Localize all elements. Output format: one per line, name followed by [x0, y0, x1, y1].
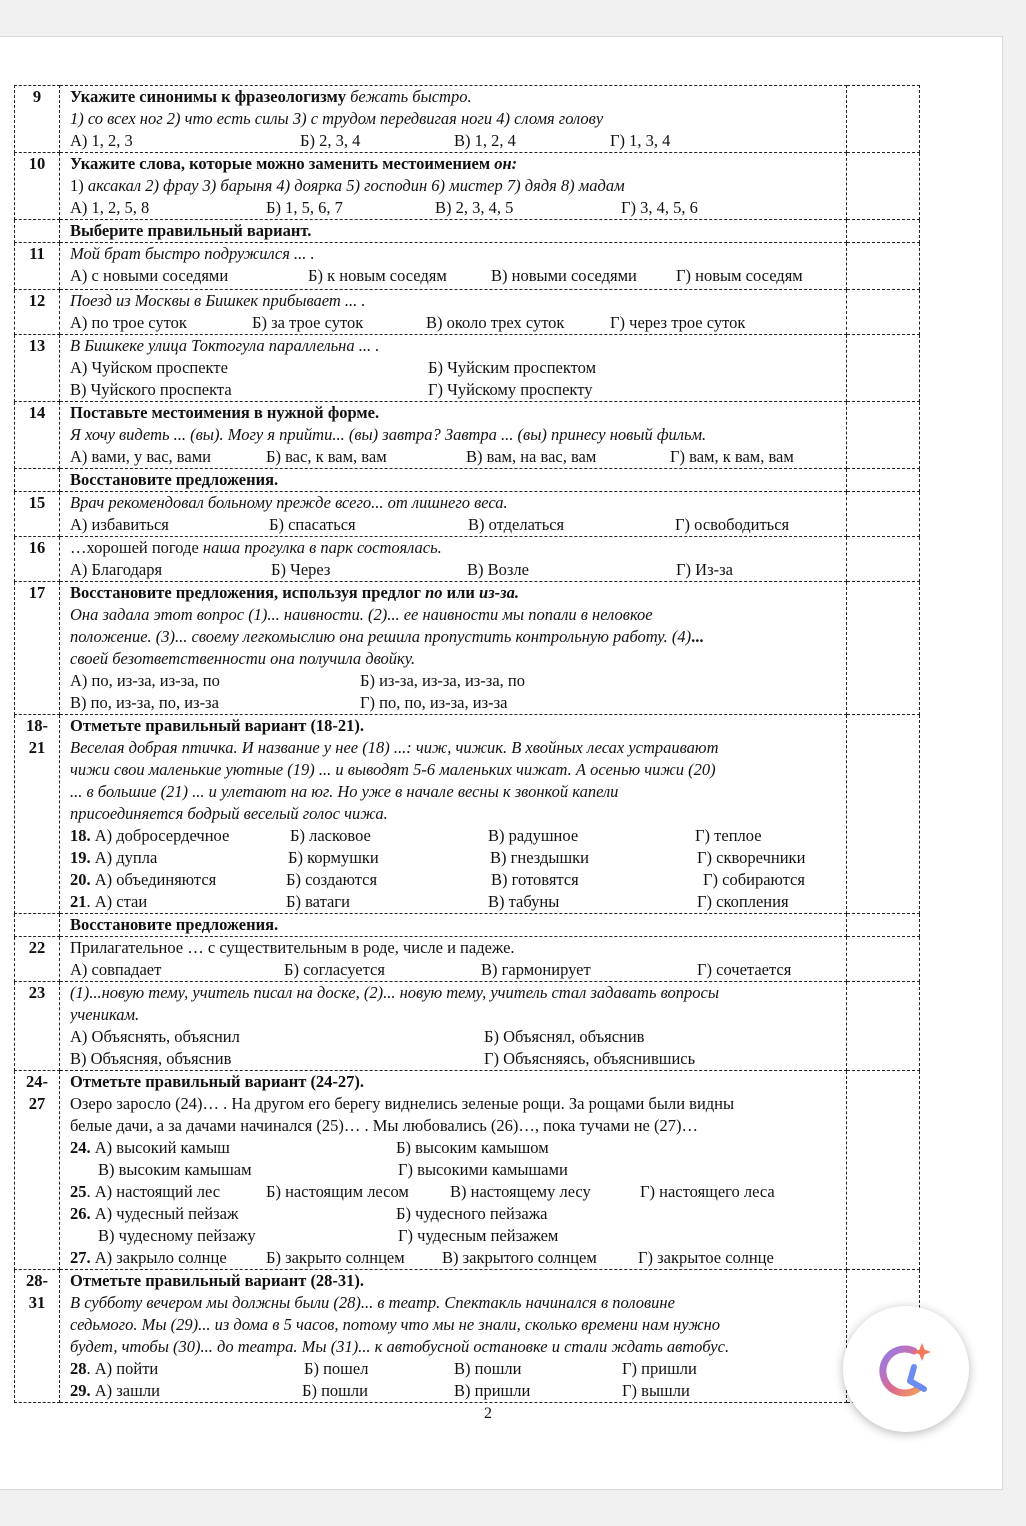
question-text: Веселая добрая птичка. И название у нее (18) ...: чиж, чижик. В хвойных лесах устраивают [70, 738, 719, 757]
question-content [60, 1071, 847, 1270]
question-row [15, 715, 920, 914]
answer-options: А) по, из-за, из-за, по Б) из-за, из-за, из-за, по [70, 671, 525, 690]
question-number: 9 [15, 86, 60, 153]
ai-assistant-button[interactable] [843, 1306, 969, 1432]
question-number: 23 [15, 982, 60, 1071]
question-text: седьмого. Мы (29)... из дома в 5 часов, потому что мы не знали, сколько времени нам нужно [70, 1315, 721, 1334]
answer-options: 25. А) настоящий лес Б) настоящим лесом В) настоящему лесу Г) настоящего леса [70, 1182, 775, 1201]
question-row [15, 937, 920, 982]
answer-options: В) Чуйского проспекта Г) Чуйскому проспекту [70, 380, 593, 399]
question-row [15, 582, 920, 715]
question-text: (1)...новую тему, учитель писал на доске, (2)... новую тему, учитель стал задавать вопросы [70, 983, 720, 1002]
answer-options: В) Объясняя, объяснив Г) Объясняясь, объяснившись [70, 1049, 696, 1068]
question-items: 1) аксакал 2) фрау 3) барыня 4) доярка 5) господин 6) мистер 7) дядя 8) мадам [70, 176, 625, 195]
section-row [15, 469, 920, 492]
question-number: 18- 21 [15, 715, 60, 914]
question-number: 14 [15, 402, 60, 469]
test-table [14, 85, 920, 1403]
question-text: будет, чтобы (30)... до театра. Мы (31)... к автобусной остановке и стали ждать автобус. [70, 1337, 730, 1356]
question-number: 17 [15, 582, 60, 715]
answer-options: А) Объяснять, объяснил Б) Объяснял, объяснив [70, 1027, 645, 1046]
question-content [60, 982, 847, 1071]
answer-options: А) по трое суток Б) за трое суток В) около трех суток Г) через трое суток [70, 313, 746, 332]
question-text: Озеро заросло (24)… . На другом его берегу виднелись зеленые рощи. За рощами были видны [70, 1094, 735, 1113]
section-row [15, 914, 920, 937]
answer-options: 29. А) зашли Б) пошли В) пришли Г) вышли [70, 1381, 690, 1400]
section-row [15, 220, 920, 243]
question-prompt: В Бишкеке улица Токтогула параллельна ... . [70, 336, 380, 355]
page-number: 2 [484, 1405, 492, 1422]
question-content [60, 715, 847, 914]
question-number: 16 [15, 537, 60, 582]
answer-options: В) чудесному пейзажу Г) чудесным пейзажем [98, 1226, 559, 1245]
question-text: присоединяется бодрый веселый голос чижа. [70, 804, 388, 823]
answer-options: 19. А) дупла Б) кормушки В) гнездышки Г) скворечники [70, 848, 806, 867]
question-prompt: Поезд из Москвы в Бишкек прибывает ... . [70, 291, 366, 310]
question-content [60, 582, 847, 715]
question-text: ... в большие (21) ... и улетают на юг. Но уже в начале весны к звонкой капели [70, 782, 619, 801]
question-prompt: Укажите синонимы к фразеологизму бежать быстро. [70, 87, 472, 106]
question-number: 13 [15, 335, 60, 402]
answer-options: А) избавиться Б) спасаться В) отделаться Г) освободиться [70, 515, 790, 534]
question-text: своей безответственности она получила двойку. [70, 649, 416, 668]
answer-options: 18. А) добросердечное Б) ласковое В) радушное Г) теплое [70, 826, 762, 845]
answer-options: А) совпадает Б) согласуется В) гармонирует Г) сочетается [70, 960, 792, 979]
question-text: Я хочу видеть ... (вы). Могу я прийти... (вы) завтра? Завтра ... (вы) принесу новый фильм. [70, 425, 707, 444]
document-page [0, 36, 1003, 1490]
question-number: 11 [15, 243, 60, 290]
answer-options: 21. А) стаи Б) ватаги В) табуны Г) скопления [70, 892, 789, 911]
answer-options: 27. А) закрыло солнце Б) закрыто солнцем В) закрытого солнцем Г) закрытое солнце [70, 1248, 774, 1267]
question-row [15, 290, 920, 335]
question-prompt: Укажите слова, которые можно заменить местоимением он: [70, 154, 518, 173]
question-prompt: …хорошей погоде наша прогулка в парк состоялась. [70, 538, 442, 557]
question-content [60, 402, 847, 469]
question-row [15, 982, 920, 1071]
question-prompt: Поставьте местоимения в нужной форме. [70, 403, 380, 422]
answer-options: В) высоким камышам Г) высокими камышами [98, 1160, 568, 1179]
question-items: 1) со всех ног 2) что есть силы 3) с трудом передвигая ноги 4) сломя голову [70, 109, 604, 128]
question-content [60, 937, 847, 982]
question-row [15, 492, 920, 537]
question-prompt: Прилагательное … с существительным в роде, числе и падеже. [70, 938, 515, 957]
question-number: 10 [15, 153, 60, 220]
question-text: Она задала этот вопрос (1)... наивности. (2)... ее наивности мы попали в неловкое [70, 605, 653, 624]
question-prompt: Мой брат быстро подружился ... . [70, 244, 315, 263]
question-row [15, 1071, 920, 1270]
question-content [60, 1270, 847, 1403]
answer-options: 20. А) объединяются Б) создаются В) готовятся Г) собираются [70, 870, 805, 889]
answer-options: А) Чуйском проспекте Б) Чуйским проспектом [70, 358, 597, 377]
question-text: В субботу вечером мы должны были (28)... в театр. Спектакль начинался в половине [70, 1293, 675, 1312]
question-content [60, 335, 847, 402]
question-row [15, 402, 920, 469]
question-row [15, 1270, 920, 1403]
question-content [60, 153, 847, 220]
section-heading: Восстановите предложения. [70, 470, 279, 489]
answer-options: А) Благодаря Б) Через В) Возле Г) Из-за [70, 560, 733, 579]
question-row [15, 537, 920, 582]
answer-options: А) 1, 2, 3 Б) 2, 3, 4 В) 1, 2, 4 Г) 1, 3, 4 [70, 131, 671, 150]
question-content [60, 537, 847, 582]
answer-options: 24. А) высокий камыш Б) высоким камышом [70, 1138, 549, 1157]
question-number: 24- 27 [15, 1071, 60, 1270]
answer-options: В) по, из-за, по, из-за Г) по, по, из-за, из-за [70, 693, 508, 712]
question-content [60, 290, 847, 335]
answer-options: А) 1, 2, 5, 8 Б) 1, 5, 6, 7 В) 2, 3, 4, 5 Г) 3, 4, 5, 6 [70, 198, 698, 217]
answer-options: А) с новыми соседями Б) к новым соседям В) новыми соседями Г) новым соседям [70, 266, 803, 285]
question-text: ученикам. [70, 1005, 140, 1024]
question-row [15, 335, 920, 402]
question-number: 22 [15, 937, 60, 982]
question-prompt: Врач рекомендовал больному прежде всего... от лишнего веса. [70, 493, 508, 512]
question-row [15, 243, 920, 290]
question-number: 28- 31 [15, 1270, 60, 1403]
question-row [15, 153, 920, 220]
question-content [60, 86, 847, 153]
question-text: положение. (3)... своему легкомыслию она решила пропустить контрольную работу. (4)... [70, 627, 704, 646]
question-text: чижи свои маленькие уютные (19) ... и выводят 5-6 маленьких чижат. А осенью чижи (20) [70, 760, 716, 779]
answer-options: 28. А) пойти Б) пошел В) пошли Г) пришли [70, 1359, 697, 1378]
question-number: 15 [15, 492, 60, 537]
section-heading: Выберите правильный вариант. [70, 221, 312, 240]
question-prompt: Восстановите предложения, используя предлог по или из-за. [70, 583, 519, 602]
question-content [60, 243, 847, 290]
question-prompt: Отметьте правильный вариант (24-27). [70, 1072, 365, 1091]
ai-assistant-icon [874, 1337, 938, 1401]
section-heading: Восстановите предложения. [70, 915, 279, 934]
answer-options: А) вами, у вас, вами Б) вас, к вам, вам В) вам, на вас, вам Г) вам, к вам, вам [70, 447, 794, 466]
question-content [60, 492, 847, 537]
question-text: белые дачи, а за дачами начинался (25)… . Мы любовались (26)…, пока тучами не (27)… [70, 1116, 698, 1135]
answer-options: 26. А) чудесный пейзаж Б) чудесного пейзажа [70, 1204, 548, 1223]
question-number: 12 [15, 290, 60, 335]
question-prompt: Отметьте правильный вариант (28-31). [70, 1271, 365, 1290]
question-row [15, 86, 920, 153]
question-prompt: Отметьте правильный вариант (18-21). [70, 716, 365, 735]
